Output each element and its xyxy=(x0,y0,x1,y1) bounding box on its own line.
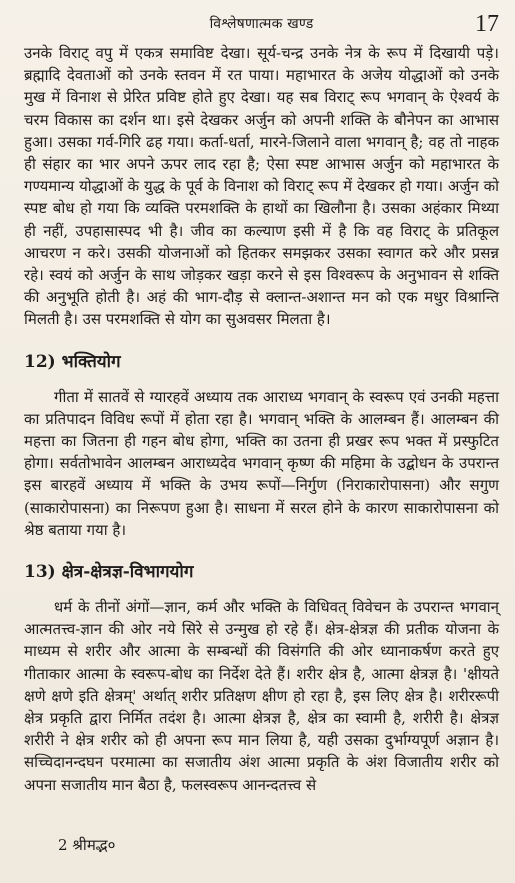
footer-signature: 2 श्रीमद्भ० xyxy=(58,836,116,854)
running-header-title: विश्लेषणात्मक खण्ड xyxy=(209,16,314,32)
section-heading-12: 12) भक्तियोग xyxy=(24,351,121,372)
page-body xyxy=(24,42,499,796)
page-number: 17 xyxy=(475,11,499,37)
paragraph-3: धर्म के तीनों अंगों—ज्ञान, कर्म और भक्ति के विधिवत् विवेचन के उपरान्त भगवान् आत्मतत्त्व-ज्ञान की ओर नये सिरे से उन्मुख हो रहे हैं। क्षेत्र-क्षेत्रज्ञ की प्रतीक योजना के माध्यम से शरीर और आत्मा के सम्बन्धों की विसंगति की ओर ध्यानाकर्षण करते हुए गीताकार आत्मा के स्वरूप-बोध का निर्देश देते हैं। शरीर क्षेत्र है, आत्मा क्षेत्रज्ञ है। 'क्षीयते क्षणे क्षणे इति क्षेत्रम्' अर्थात् शरीर प्रतिक्षण क्षीण हो रहा है, इस लिए क्षेत्र है। शरीररूपी क्षेत्र प्रकृति द्वारा निर्मित तदंश है। आत्मा क्षेत्रज्ञ है, क्षेत्र का स्वामी है, शरीरी है। क्षेत्रज्ञ शरीरी ने क्षेत्र शरीर को ही अपना रूप मान लिया है, यही उसका दुर्भाग्यपूर्ण अज्ञान है। सच्चिदानन्दघन परमात्मा का सजातीय अंश आत्मा प्रकृति के अंश विजातीय शरीर को अपना सजातीय मान बैठा है, फलस्वरूप आनन्दतत्त्व से xyxy=(24,598,499,794)
page-header xyxy=(24,12,499,40)
paragraph-1: उनके विराट् वपु में एकत्र समाविष्ट देखा। सूर्य-चन्द्र उनके नेत्र के रूप में दिखायी पड़े। ब्रह्मादि देवताओं को उनके स्तवन में रत पाया। महाभारत के अजेय योद्धाओं को उनके मुख में विनाश से प्रेरित प्रविष्ट होते हुए देखा। यह सब विराट् रूप भगवान् के ऐश्वर्य के चरम विकास का दर्शन था। इसे देखकर अर्जुन को अपनी शक्ति के बौनेपन का आभास हुआ। उसका गर्व-गिरि ढह गया। कर्ता-धर्ता, मारने-जिलाने वाला भगवान् है; वह तो नाहक ही संहार का भार अपने ऊपर लाद रहा है; ऐसा स्पष्ट आभास अर्जुन को महाभारत के गण्यमान्य योद्धाओं के युद्ध के पूर्व के विनाश को विराट् रूप में देखकर हो गया। अर्जुन को स्पष्ट बोध हो गया कि व्यक्ति परमशक्ति के हाथों का खिलौना है। उसका अहंकार मिथ्या ही नहीं, उपहासास्पद भी है। जीव का कल्याण इसी में है कि वह विराट् के प्रतिकूल आचरण न करे। उसकी योजनाओं को हितकर समझकर उसका स्वागत करे और प्रसन्न रहे। स्वयं को अर्जुन के साथ जोड़कर खड़ा करने से इस विश्वरूप के अनुभावन से शक्ति की अनुभूति होती है। अहं की भाग-दौड़ से क्लान्त-अशान्त मन को एक मधुर विश्रान्ति मिलती है। उस परमशक्ति से योग का सुअवसर मिलता है। xyxy=(24,44,499,329)
paragraph-2: गीता में सातवें से ग्यारहवें अध्याय तक आराध्य भगवान् के स्वरूप एवं उनकी महत्ता का प्रतिपादन विविध रूपों में होता रहा है। भगवान् भक्ति के आलम्बन हैं। आलम्बन की महत्ता का जितना ही गहन बोध होगा, भक्ति का उतना ही प्रखर रूप भक्त में प्रस्फुटित होगा। सर्वतोभावेन आलम्बन आराध्यदेव भगवान् कृष्ण की महिमा के उद्बोधन के उपरान्त इस बारहवें अध्याय में भक्ति के उभय रूपों—निर्गुण (निराकारोपासना) और सगुण (साकारोपासना) का निरूपण हुआ है। साधना में सरल होने के कारण साकारोपासना को श्रेष्ठ बताया गया है। xyxy=(24,387,499,539)
section-heading-13: 13) क्षेत्र-क्षेत्रज्ञ-विभागयोग xyxy=(24,562,194,583)
